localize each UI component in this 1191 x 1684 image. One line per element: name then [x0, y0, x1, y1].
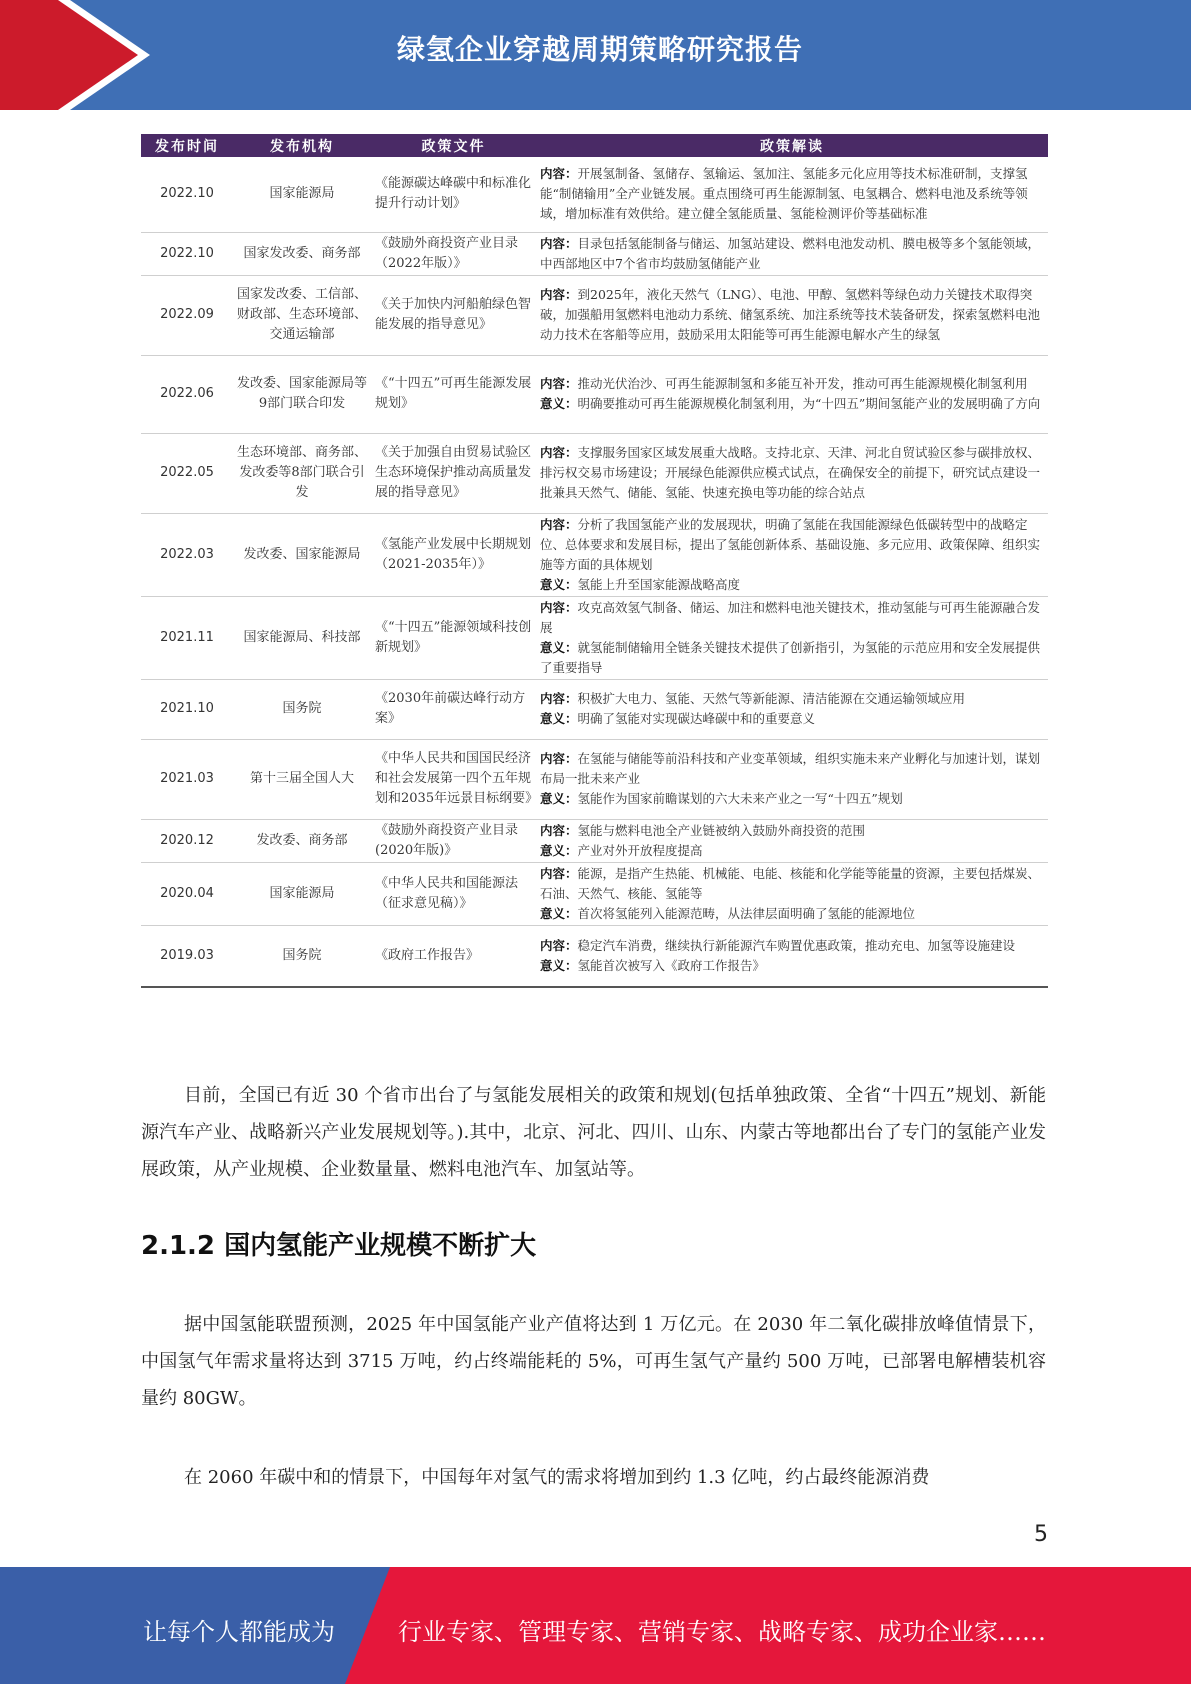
section-heading: 2.1.2 国内氢能产业规模不断扩大: [141, 1231, 537, 1261]
cell-doc: 《2030年前碳达峰行动方案》: [371, 679, 536, 739]
cell-date: 2021.10: [141, 679, 233, 739]
cell-interpretation: [536, 596, 1048, 679]
cell-doc: 《“十四五”能源领域科技创新规划》: [371, 596, 536, 679]
interpretation-text: 积极扩大电力、氢能、天然气等新能源、清洁能源在交通运输领域应用: [577, 691, 966, 706]
cell-org: 第十三届全国人大: [233, 739, 371, 819]
table-body: [141, 157, 1048, 987]
body-paragraph: 目前，全国已有近 30 个省市出台了与氢能发展相关的政策和规划(包括单独政策、全省“十四五”规划、新能源汽车产业、战略新兴产业发展规划等。).其中，北京、河北、四川、山东、内蒙古等地都出台了专门的氢能产业发展政策，从产业规模、企业数量量、燃料电池汽车、加氢站等。: [141, 1085, 1046, 1180]
cell-date: 2021.11: [141, 596, 233, 679]
interpretation-line: [540, 749, 1046, 789]
cell-org: 生态环境部、商务部、发改委等8部门联合引发: [233, 433, 371, 513]
interpretation-label: 内容：: [540, 445, 578, 460]
cell-org: 发改委、国家能源局等9部门联合印发: [233, 355, 371, 433]
cell-date: 2022.10: [141, 157, 233, 232]
interpretation-text: 产业对外开放程度提高: [577, 842, 703, 858]
footer-slogan-left: 让每个人都能成为: [143, 1618, 335, 1646]
interpretation-label: 意义：: [540, 711, 578, 726]
table-row: [141, 157, 1048, 232]
interpretation-line: [540, 443, 1046, 503]
interpretation-label: 意义：: [540, 639, 578, 655]
cell-doc: 《中华人民共和国能源法 （征求意见稿）》: [371, 862, 536, 925]
interpretation-label: 内容：: [540, 691, 578, 706]
table-row: [141, 596, 1048, 679]
cell-date: 2022.06: [141, 355, 233, 433]
page-header: [0, 0, 1191, 110]
cell-doc: 《中华人民共和国国民经济和社会发展第一四个五年规划和2035年远景目标纲要》: [371, 739, 536, 819]
interpretation-line: [540, 164, 1046, 224]
cell-interpretation: [536, 275, 1048, 355]
interpretation-label: 意义：: [540, 957, 578, 973]
column-header-interpretation: 政策解读: [536, 134, 1048, 157]
interpretation-text: 稳定汽车消费，继续执行新能源汽车购置优惠政策，推动充电、加氢等设施建设: [577, 937, 1016, 953]
cell-doc: 《“十四五”可再生能源发展规划》: [371, 355, 536, 433]
table-row: [141, 355, 1048, 433]
report-title: 绿氢企业穿越周期策略研究报告: [396, 33, 803, 66]
column-header-date: 发布时间: [141, 134, 233, 157]
interpretation-line: [540, 234, 1046, 274]
table-row: [141, 433, 1048, 513]
interpretation-line: [540, 864, 1046, 904]
cell-interpretation: [536, 513, 1048, 596]
interpretation-text: 目录包括氢能制备与储运、加氢站建设、燃料电池发动机、膜电极等多个氢能领域，中西部地区中7个省市均鼓励氢储能产业: [540, 235, 1041, 271]
interpretation-line: [540, 904, 1046, 924]
interpretation-line: [540, 821, 1046, 841]
cell-org: 国家发改委、商务部: [233, 232, 371, 275]
interpretation-text: 开展氢制备、氢储存、氢输运、氢加注、氢能多元化应用等技术标准研制，支撑氢能“制储输用”全产业链发展。重点围绕可再生能源制氢、电氢耦合、燃料电池及系统等领域，增加标准有效供给。建立健全氢能质量、氢能检测评价等基础标准: [540, 166, 1028, 222]
interpretation-label: 内容：: [540, 751, 578, 766]
table-row: [141, 679, 1048, 739]
interpretation-text: 氢能首次被写入《政府工作报告》: [577, 957, 766, 973]
interpretation-line: [540, 598, 1046, 638]
cell-doc: 《鼓励外商投资产业目录(2020年版)》: [371, 819, 536, 862]
interpretation-line: [540, 638, 1046, 678]
interpretation-text: 推动光伏治沙、可再生能源制氢和多能互补开发，推动可再生能源规模化制氢利用: [577, 376, 1028, 391]
footer-slogan-right: 行业专家、管理专家、营销专家、战略专家、成功企业家……: [398, 1618, 1046, 1646]
interpretation-text: 氢能作为国家前瞻谋划的六大未来产业之一写“十四五”规划: [577, 791, 903, 806]
cell-interpretation: [536, 739, 1048, 819]
interpretation-text: 支撑服务国家区域发展重大战略。支持北京、天津、河北自贸试验区参与碳排放权、排污权交易市场建设；开展绿色能源供应模式试点，在确保安全的前提下，研究试点建设一批兼具天然气、储能、氢能、快速充换电等功能的综合站点: [540, 445, 1041, 500]
interpretation-label: 意义：: [540, 576, 578, 592]
interpretation-text: 到2025年，液化天然气（LNG）、电池、甲醇、氢燃料等绿色动力关键技术取得突破，加强船用氢燃料电池动力系统、储氢系统、加注系统等技术装备研发，探索氢燃料电池动力技术在客船等应用，鼓励采用太阳能等可再生能源电解水产生的绿氢: [540, 287, 1041, 342]
interpretation-label: 内容：: [540, 599, 578, 615]
cell-interpretation: [536, 679, 1048, 739]
interpretation-line: [540, 394, 1046, 414]
body-paragraph: 在 2060 年碳中和的情景下，中国每年对氢气的需求将增加到约 1.3 亿吨，约占最终能源消费: [184, 1467, 930, 1488]
cell-interpretation: [536, 925, 1048, 987]
column-header-doc: 政策文件: [371, 134, 536, 157]
cell-org: 国家能源局: [233, 157, 371, 232]
interpretation-text: 就氢能制储输用全链条关键技术提供了创新指引，为氢能的示范应用和安全发展提供了重要指导: [540, 639, 1041, 675]
interpretation-text: 首次将氢能列入能源范畴，从法律层面明确了氢能的能源地位: [577, 905, 916, 921]
interpretation-label: 内容：: [540, 822, 578, 838]
policy-table: [141, 134, 1048, 988]
table-row: [141, 819, 1048, 862]
interpretation-line: [540, 689, 1046, 709]
table-row: [141, 862, 1048, 925]
cell-org: 国家发改委、工信部、财政部、生态环境部、交通运输部: [233, 275, 371, 355]
interpretation-line: [540, 515, 1046, 575]
interpretation-label: 内容：: [540, 166, 578, 182]
interpretation-text: 分析了我国氢能产业的发展现状，明确了氢能在我国能源绿色低碳转型中的战略定位、总体要求和发展目标，提出了氢能创新体系、基础设施、多元应用、政策保障、组织实施等方面的具体规划: [540, 516, 1041, 572]
cell-org: 国务院: [233, 679, 371, 739]
cell-doc: 《能源碳达峰碳中和标准化提升行动计划》: [371, 157, 536, 232]
cell-org: 国家能源局、科技部: [233, 596, 371, 679]
cell-interpretation: [536, 355, 1048, 433]
interpretation-label: 内容：: [540, 287, 578, 302]
interpretation-label: 内容：: [540, 937, 578, 953]
interpretation-text: 攻克高效氢气制备、储运、加注和燃料电池关键技术，推动氢能与可再生能源融合发展: [540, 599, 1041, 635]
interpretation-text: 能源，是指产生热能、机械能、电能、核能和化学能等能量的资源，主要包括煤炭、石油、天然气、核能、氢能等: [540, 865, 1041, 901]
interpretation-label: 意义：: [540, 842, 578, 858]
cell-org: 发改委、国家能源局: [233, 513, 371, 596]
interpretation-label: 意义：: [540, 791, 578, 806]
interpretation-text: 明确了氢能对实现碳达峰碳中和的重要意义: [577, 711, 816, 726]
interpretation-line: [540, 374, 1046, 394]
cell-doc: 《关于加强自由贸易试验区生态环境保护推动高质量发展的指导意见》: [371, 433, 536, 513]
cell-interpretation: [536, 433, 1048, 513]
interpretation-text: 氢能上升至国家能源战略高度: [577, 576, 741, 592]
body-paragraph: 据中国氢能联盟预测，2025 年中国氢能产业产值将达到 1 万亿元。在 2030 年二氧化碳排放峰值情景下，中国氢气年需求量将达到 3715 万吨，约占终端能耗的 5%，可再生氢气产量约 500 万吨，已部署电解槽装机容量约 80GW。: [141, 1314, 1046, 1409]
header-chevron-red-decoration: [0, 0, 138, 110]
cell-date: 2020.12: [141, 819, 233, 862]
interpretation-line: [540, 841, 1046, 861]
cell-interpretation: [536, 862, 1048, 925]
interpretation-text: 氢能与燃料电池全产业链被纳入鼓励外商投资的范围: [577, 822, 866, 838]
table-row: [141, 739, 1048, 819]
cell-doc: 《关于加快内河船舶绿色智能发展的指导意见》: [371, 275, 536, 355]
cell-org: 国家能源局: [233, 862, 371, 925]
interpretation-label: 内容：: [540, 235, 578, 251]
cell-date: 2022.03: [141, 513, 233, 596]
table-row: [141, 925, 1048, 987]
cell-date: 2021.03: [141, 739, 233, 819]
column-header-org: 发布机构: [233, 134, 371, 157]
interpretation-text: 在氢能与储能等前沿科技和产业变革领域，组织实施未来产业孵化与加速计划，谋划布局一批未来产业: [540, 751, 1041, 786]
table-row: [141, 275, 1048, 355]
interpretation-line: [540, 956, 1046, 976]
interpretation-label: 内容：: [540, 865, 578, 881]
interpretation-line: [540, 575, 1046, 595]
cell-org: 发改委、商务部: [233, 819, 371, 862]
table-header-row: [141, 134, 1048, 157]
cell-interpretation: [536, 232, 1048, 275]
cell-date: 2022.05: [141, 433, 233, 513]
interpretation-text: 明确要推动可再生能源规模化制氢利用，为“十四五”期间氢能产业的发展明确了方向: [577, 396, 1041, 411]
table-row: [141, 232, 1048, 275]
interpretation-line: [540, 285, 1046, 345]
cell-date: 2022.09: [141, 275, 233, 355]
table-row: [141, 513, 1048, 596]
page-number: 5: [1034, 1522, 1048, 1547]
cell-interpretation: [536, 157, 1048, 232]
cell-interpretation: [536, 819, 1048, 862]
interpretation-label: 意义：: [540, 396, 578, 411]
interpretation-label: 内容：: [540, 376, 578, 391]
cell-org: 国务院: [233, 925, 371, 987]
interpretation-line: [540, 936, 1046, 956]
cell-date: 2019.03: [141, 925, 233, 987]
interpretation-label: 内容：: [540, 516, 578, 532]
cell-doc: 《政府工作报告》: [371, 925, 536, 987]
interpretation-line: [540, 789, 1046, 809]
cell-doc: 《氢能产业发展中长期规划 （2021-2035年）》: [371, 513, 536, 596]
interpretation-line: [540, 709, 1046, 729]
cell-doc: 《鼓励外商投资产业目录（2022年版）》: [371, 232, 536, 275]
interpretation-label: 意义：: [540, 905, 578, 921]
cell-date: 2020.04: [141, 862, 233, 925]
cell-date: 2022.10: [141, 232, 233, 275]
